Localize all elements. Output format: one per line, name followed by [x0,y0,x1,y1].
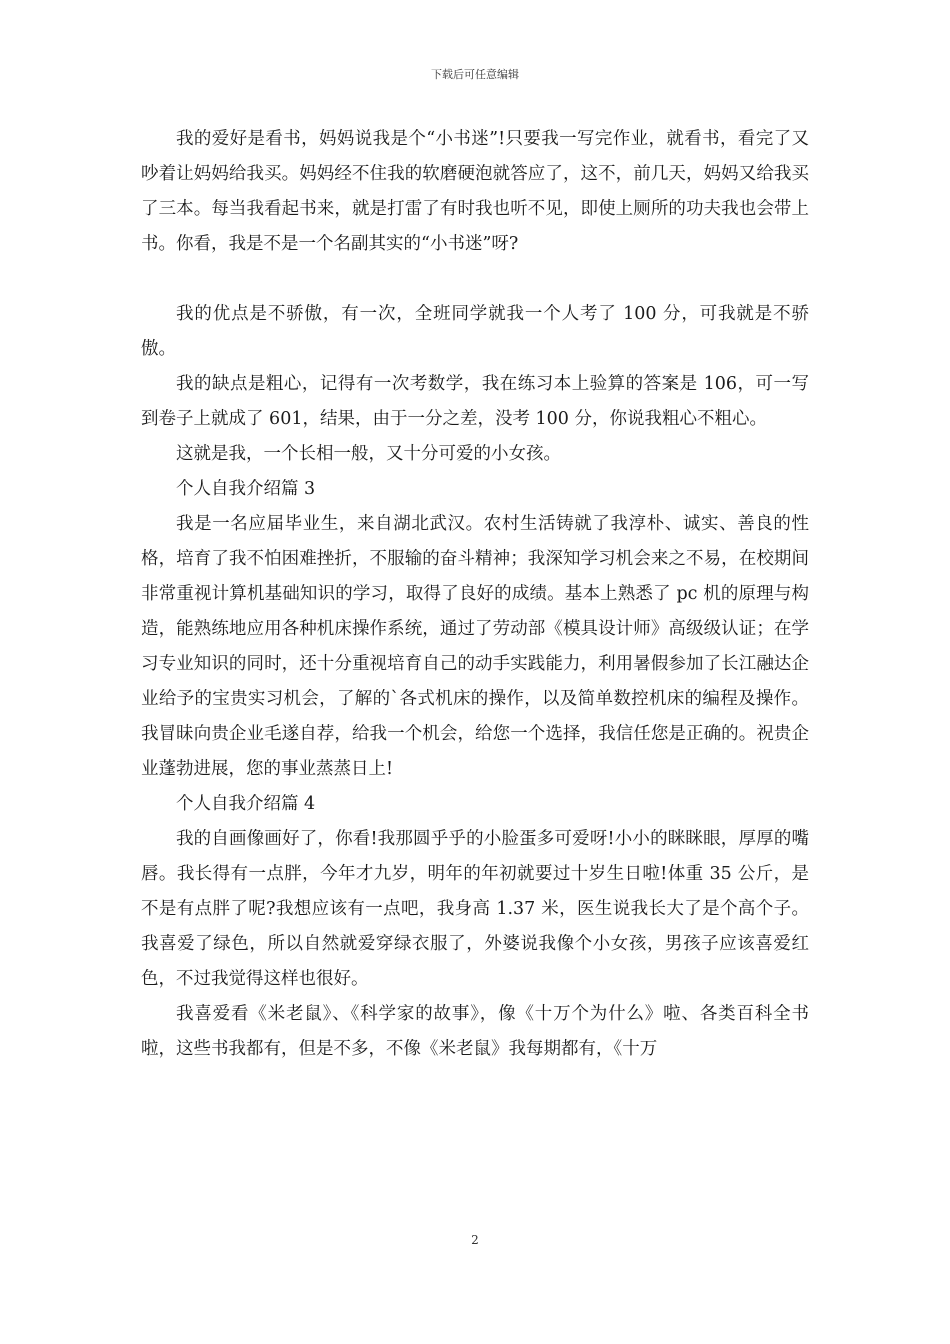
paragraph-strength: 我的优点是不骄傲，有一次，全班同学就我一个人考了 100 分，可我就是不骄傲。 [141,304,809,359]
section-heading-4: 个人自我介绍篇 4 [176,794,316,814]
paragraph-hobby-reading: 我的爱好是看书，妈妈说我是个“小书迷”!只要我一写完作业，就看书，看完了又吵着让妈妈给我买。妈妈经不住我的软磨硬泡就答应了，这不，前几天，妈妈又给我买了三本。每当我看起书来，就是打雷了有时我也听不见，即使上厕所的功夫我也会带上书。你看，我是不是一个名副其实的“小书迷”呀? [141,129,809,254]
paragraph-graduate-intro: 我是一名应届毕业生，来自湖北武汉。农村生活铸就了我淳朴、诚实、善良的性格，培育了我不怕困难挫折，不服输的奋斗精神；我深知学习机会来之不易，在校期间非常重视计算机基础知识的学习，取得了良好的成绩。基本上熟悉了 pc 机的原理与构造，能熟练地应用各种机床操作系统，通过了劳动部《模具设计师》高级级认证；在学习专业知识的同时，还十分重视培育自己的动手实践能力，利用暑假参加了长江融达企业给予的宝贵实习机会，了解的`各式机床的操作，以及简单数控机床的编程及操作。我冒昧向贵企业毛遂自荐，给我一个机会，给您一个选择，我信任您是正确的。祝贵企业蓬勃进展，您的事业蒸蒸日上! [141,514,809,779]
paragraph-weakness: 我的缺点是粗心，记得有一次考数学，我在练习本上验算的答案是 106，可一写到卷子上就成了 601，结果，由于一分之差，没考 100 分，你说我粗心不粗心。 [141,374,809,429]
paragraph-conclusion: 这就是我，一个长相一般，又十分可爱的小女孩。 [176,444,561,464]
document-body [141,122,809,1067]
page-header: 下载后可任意编辑 [431,68,519,81]
page-number: 2 [471,1233,479,1247]
paragraph-self-portrait: 我的自画像画好了，你看!我那圆乎乎的小脸蛋多可爱呀!小小的眯眯眼，厚厚的嘴唇。我长得有一点胖，今年才九岁，明年的年初就要过十岁生日啦!体重 35 公斤，是不是有点胖了呢?我想应该有一点吧，我身高 1.37 米，医生说我长大了是个高个子。我喜爱了绿色，所以自然就爱穿绿衣服了，外婆说我像个小女孩，男孩子应该喜爱红色，不过我觉得这样也很好。 [141,829,809,989]
paragraph-spacer [141,262,809,297]
paragraph-favorite-books: 我喜爱看《米老鼠》、《科学家的故事》，像《十万个为什么》啦、各类百科全书啦，这些书我都有，但是不多，不像《米老鼠》我每期都有，《十万 [141,1004,809,1059]
section-heading-3: 个人自我介绍篇 3 [176,479,316,499]
